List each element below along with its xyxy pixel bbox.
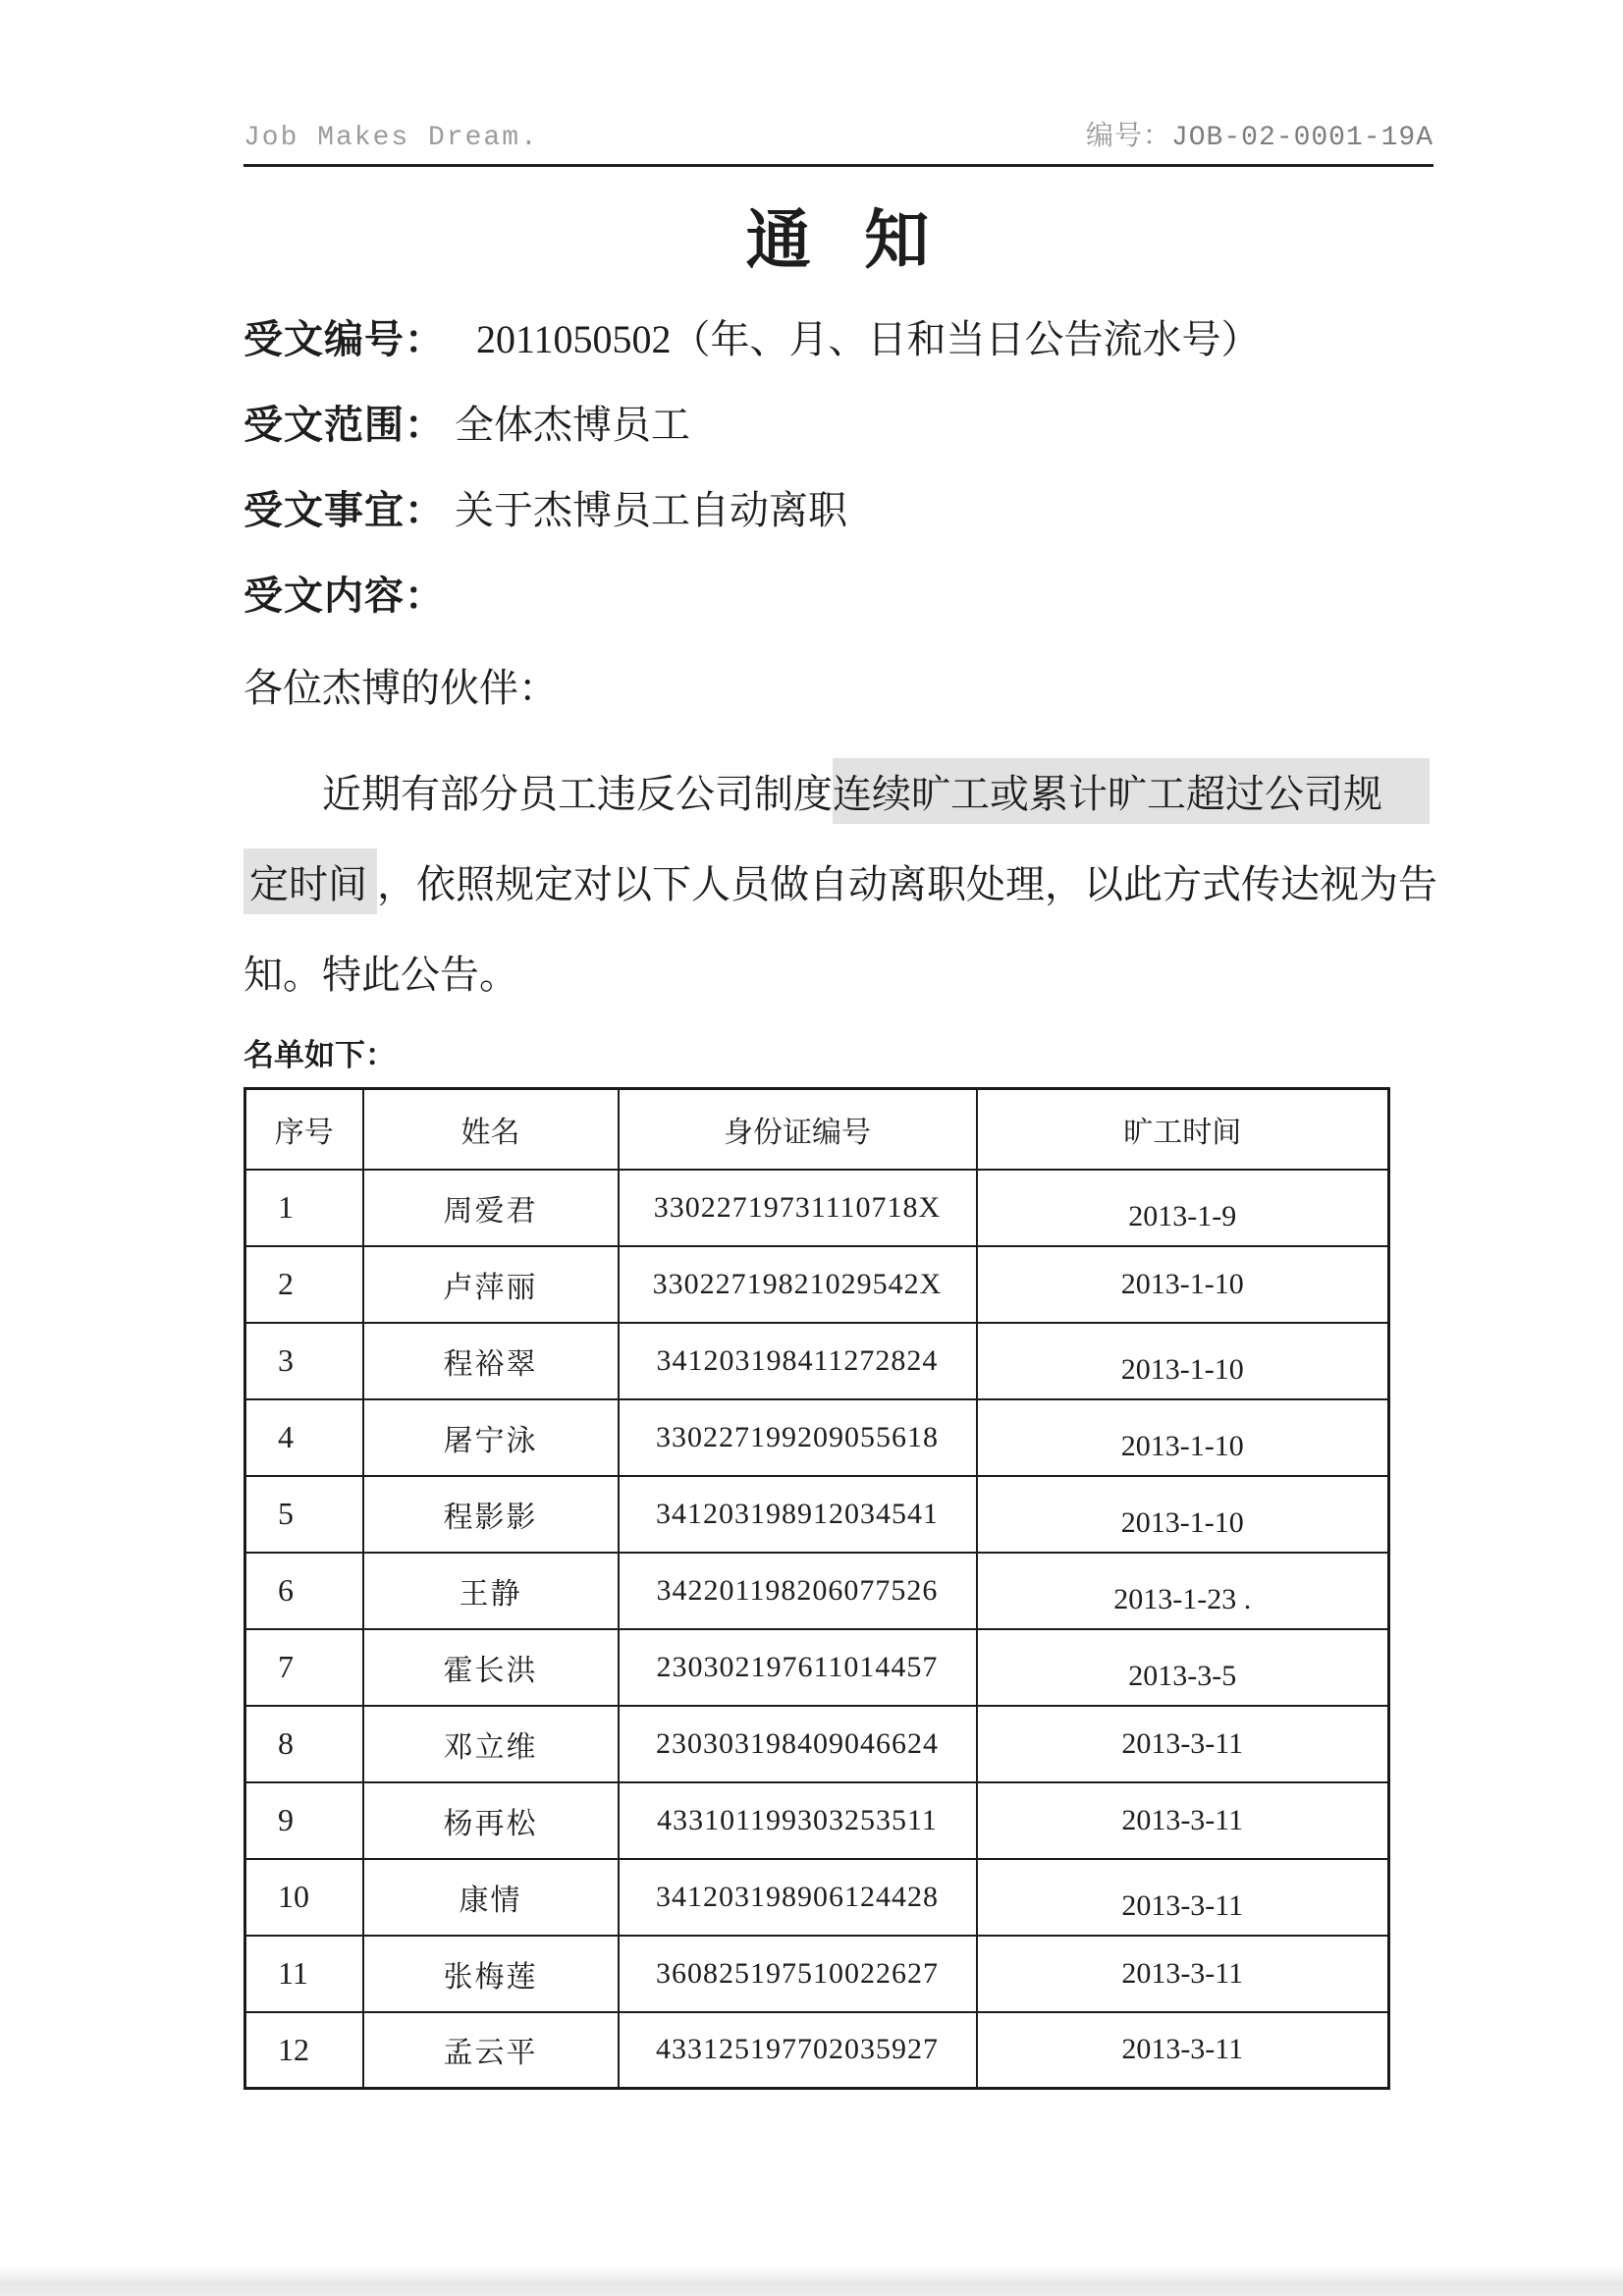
doc-number — [1086, 120, 1434, 157]
field-row-content — [243, 574, 1434, 618]
cell-name: 王静 — [363, 1553, 619, 1629]
cell-date: 2013-1-10 — [977, 1246, 1389, 1323]
cell-date: 2013-3-11 — [977, 1706, 1389, 1782]
field-row-subject — [243, 489, 1434, 532]
table-row — [245, 2012, 1389, 2089]
cell-no: 1 — [245, 1170, 363, 1246]
cell-no: 9 — [245, 1782, 363, 1859]
cell-no: 5 — [245, 1476, 363, 1553]
body-line — [243, 930, 1434, 1020]
cell-date: 2013-1-10 — [977, 1323, 1389, 1399]
cell-no: 2 — [245, 1246, 363, 1323]
doc-header — [243, 0, 1434, 157]
cell-no: 3 — [245, 1323, 363, 1399]
cell-id: 433101199303253511 — [619, 1782, 977, 1859]
cell-name: 霍长洪 — [363, 1629, 619, 1706]
cell-id: 342201198206077526 — [619, 1553, 977, 1629]
cell-name: 程裕翠 — [363, 1323, 619, 1399]
body-line — [243, 749, 1434, 840]
cell-id: 341203198906124428 — [619, 1859, 977, 1936]
highlighted-text: 定时间 — [243, 848, 377, 914]
header-cell-index: 序号 — [245, 1089, 363, 1170]
cell-name: 邓立维 — [363, 1706, 619, 1782]
header-cell-id-number: 身份证编号 — [619, 1089, 977, 1170]
cell-id: 230302197611014457 — [619, 1629, 977, 1706]
cell-date: 2013-3-5 — [977, 1629, 1389, 1706]
cell-date: 2013-1-23 . — [977, 1553, 1389, 1629]
table-row — [245, 1323, 1389, 1399]
company-slogan: Job Makes Dream. — [243, 123, 539, 153]
header-rule — [243, 164, 1434, 167]
cell-name: 程影影 — [363, 1476, 619, 1553]
cell-no: 6 — [245, 1553, 363, 1629]
body-text: ，依照规定对以下人员做自动离职处理，以此方式传达视为告 — [377, 862, 1437, 906]
field-row-doc-id — [243, 318, 1434, 361]
table-row — [245, 1859, 1389, 1936]
cell-id: 33022719731110718X — [619, 1170, 977, 1246]
table-row — [245, 1170, 1389, 1246]
cell-id: 230303198409046624 — [619, 1706, 977, 1782]
page-content — [243, 0, 1437, 2090]
cell-id: 341203198912034541 — [619, 1476, 977, 1553]
cell-name: 屠宁泳 — [363, 1399, 619, 1476]
header-cell-name: 姓名 — [363, 1089, 619, 1170]
field-value: 全体杰博员工 — [455, 403, 690, 447]
table-header-row — [245, 1089, 1389, 1170]
table-row — [245, 1246, 1389, 1323]
cell-date: 2013-3-11 — [977, 1859, 1389, 1936]
cell-date: 2013-3-11 — [977, 1936, 1389, 2012]
table-row — [245, 1706, 1389, 1782]
table-caption: 名单如下： — [243, 1038, 396, 1072]
cell-date: 2013-1-10 — [977, 1476, 1389, 1553]
cell-name: 孟云平 — [363, 2012, 619, 2089]
body-text: 近期有部分员工违反公司制度 — [322, 772, 833, 816]
field-value: 2011050502（年、月、日和当日公告流水号） — [476, 317, 1261, 361]
cell-id: 341203198411272824 — [619, 1323, 977, 1399]
table-row — [245, 1399, 1389, 1476]
doc-number-label: 编号： — [1085, 123, 1171, 153]
field-label: 受文编号： — [243, 318, 445, 361]
field-value: 关于杰博员工自动离职 — [455, 488, 847, 532]
field-label: 受文事宜： — [243, 489, 445, 532]
scan-page-edge — [0, 2267, 1623, 2296]
table-row — [245, 1476, 1389, 1553]
cell-name: 周爱君 — [363, 1170, 619, 1246]
field-list — [243, 318, 1434, 618]
field-label: 受文内容： — [243, 574, 445, 618]
cell-name: 康情 — [363, 1859, 619, 1936]
table-row — [245, 1936, 1389, 2012]
cell-no: 11 — [245, 1936, 363, 2012]
roster-table — [243, 1087, 1390, 2090]
table-row — [245, 1629, 1389, 1706]
cell-date: 2013-1-10 — [977, 1399, 1389, 1476]
table-row — [245, 1782, 1389, 1859]
cell-no: 4 — [245, 1399, 363, 1476]
cell-date: 2013-3-11 — [977, 2012, 1389, 2089]
body-line — [243, 840, 1437, 930]
cell-no: 12 — [245, 2012, 363, 2089]
cell-id: 433125197702035927 — [619, 2012, 977, 2089]
cell-name: 张梅莲 — [363, 1936, 619, 2012]
roster-table-body — [245, 1170, 1389, 2089]
cell-no: 8 — [245, 1706, 363, 1782]
cell-date: 2013-3-11 — [977, 1782, 1389, 1859]
cell-name: 杨再松 — [363, 1782, 619, 1859]
cell-id: 330227199209055618 — [619, 1399, 977, 1476]
body-paragraph — [243, 749, 1437, 1020]
cell-no: 10 — [245, 1859, 363, 1936]
cell-date: 2013-1-9 — [977, 1170, 1389, 1246]
field-label: 受文范围： — [243, 404, 445, 447]
highlighted-text: 连续旷工或累计旷工超过公司规 — [833, 758, 1430, 824]
cell-name: 卢萍丽 — [363, 1246, 619, 1323]
page-title: 通 知 — [745, 205, 932, 277]
header-cell-absence-date: 旷工时间 — [977, 1089, 1389, 1170]
cell-no: 7 — [245, 1629, 363, 1706]
doc-number-value: JOB-02-0001-19A — [1170, 123, 1434, 153]
field-row-scope — [243, 404, 1434, 447]
salutation-text: 各位杰博的伙伴： — [243, 666, 558, 710]
cell-id: 360825197510022627 — [619, 1936, 977, 2012]
table-row — [245, 1553, 1389, 1629]
cell-id: 33022719821029542X — [619, 1246, 977, 1323]
body-text: 知。特此公告。 — [243, 953, 518, 997]
